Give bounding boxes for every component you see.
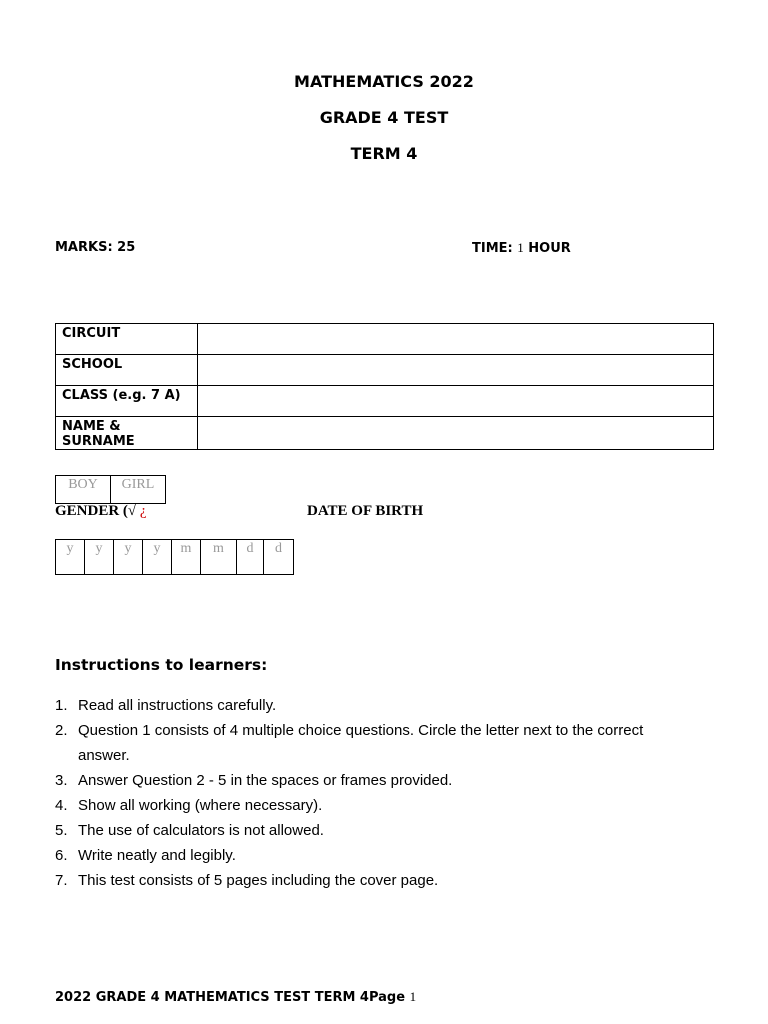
time-value: 1	[517, 240, 524, 255]
instruction-text: This test consists of 5 pages including the cover page.	[78, 872, 439, 889]
instruction-text: Read all instructions carefully.	[78, 697, 277, 714]
time-label	[472, 240, 571, 256]
dob-year-digit[interactable]: y	[55, 539, 85, 575]
gender-label-text: GENDER (	[55, 503, 128, 519]
list-item: 2. Question 1 consists of 4 multiple choice questions. Circle the letter next to the correct answer.	[55, 718, 695, 768]
marks-label: MARKS: 25	[55, 240, 136, 255]
circuit-field[interactable]	[198, 324, 714, 355]
dob-year-digit[interactable]: y	[85, 539, 114, 575]
instruction-text: Question 1 consists of 4 multiple choice questions. Circle the letter next to the correct answer.	[78, 722, 644, 764]
dob-year-digit[interactable]: y	[114, 539, 143, 575]
gender-boy-box[interactable]: BOY	[55, 475, 111, 504]
list-item: 7. This test consists of 5 pages including the cover page.	[55, 868, 695, 893]
class-label: CLASS (e.g. 7 A)	[56, 386, 198, 417]
footer-text: 2022 GRADE 4 MATHEMATICS TEST TERM 4Page	[55, 990, 410, 1005]
time-prefix: TIME:	[472, 241, 518, 256]
dob-day-digit[interactable]: d	[264, 539, 294, 575]
school-label: SCHOOL	[56, 355, 198, 386]
class-field[interactable]	[198, 386, 714, 417]
list-item: 1. Read all instructions carefully.	[55, 693, 695, 718]
instruction-text: Answer Question 2 - 5 in the spaces or frames provided.	[78, 772, 453, 789]
list-item: 3. Answer Question 2 - 5 in the spaces or frames provided.	[55, 768, 695, 793]
dob-boxes	[55, 539, 294, 575]
list-item: 6. Write neatly and legibly.	[55, 843, 695, 868]
name-label: NAME & SURNAME	[56, 417, 198, 450]
table-row	[56, 386, 714, 417]
gender-label	[55, 503, 147, 520]
table-row	[56, 355, 714, 386]
page-number: 1	[409, 989, 417, 1004]
title-grade: GRADE 4 TEST	[319, 108, 449, 127]
table-row	[56, 417, 714, 450]
learner-info-table	[55, 323, 714, 450]
checkmark-icon: √	[127, 503, 137, 519]
school-field[interactable]	[198, 355, 714, 386]
circuit-label: CIRCUIT	[56, 324, 198, 355]
instruction-text: Write neatly and legibly.	[78, 847, 236, 864]
instruction-text: The use of calculators is not allowed.	[78, 822, 324, 839]
instructions-heading: Instructions to learners:	[55, 656, 268, 674]
dob-month-digit[interactable]: m	[172, 539, 201, 575]
page-footer	[55, 989, 416, 1005]
instruction-text: Show all working (where necessary).	[78, 797, 323, 814]
table-row	[56, 324, 714, 355]
list-item: 4. Show all working (where necessary).	[55, 793, 695, 818]
dob-label: DATE OF BIRTH	[307, 503, 424, 519]
gender-mark: ¿	[136, 503, 147, 519]
list-item: 5. The use of calculators is not allowed.	[55, 818, 695, 843]
title-term: TERM 4	[350, 144, 418, 163]
name-field[interactable]	[198, 417, 714, 450]
dob-year-digit[interactable]: y	[143, 539, 172, 575]
gender-girl-box[interactable]: GIRL	[111, 475, 166, 504]
title-subject: MATHEMATICS 2022	[294, 72, 474, 91]
gender-boxes	[55, 475, 166, 504]
time-unit: HOUR	[523, 241, 571, 256]
dob-day-digit[interactable]: d	[237, 539, 264, 575]
dob-month-digit[interactable]: m	[201, 539, 237, 575]
instructions-list	[55, 693, 695, 893]
